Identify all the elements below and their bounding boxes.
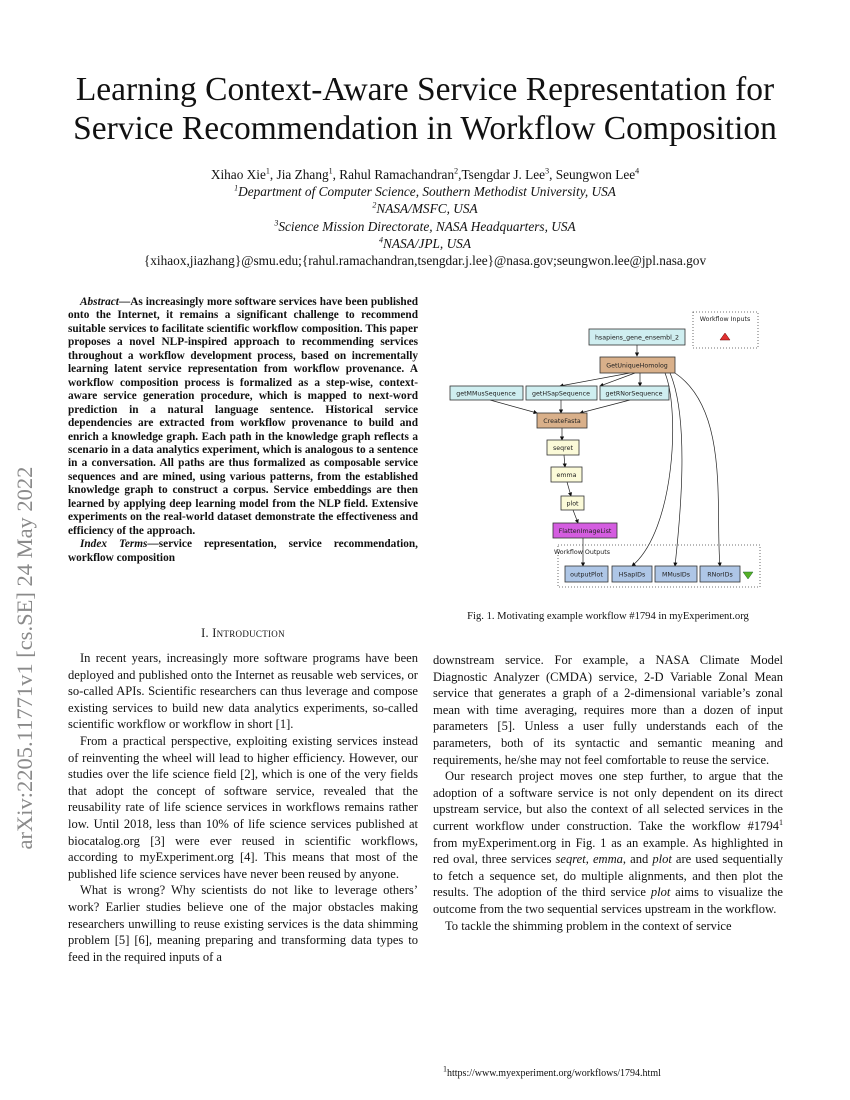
output-triangle-icon: [743, 572, 753, 579]
author: Tsengdar J. Lee: [461, 167, 546, 182]
node-input: hsapiens_gene_ensembl_2: [594, 334, 680, 342]
service-name: seqret: [555, 852, 586, 867]
footnote-mark: 1: [443, 1064, 447, 1074]
abstract-body: —As increasingly more software services have been published onto the Internet, it remains a significant challenge to recommend suitable services to facilitate scientific workflow composition. This paper proposes a novel NLP-inspired approach to recommending services throughout a workflow development process, based on incrementally learning latent service representation from workflow provenance. A workflow composition process is formalized as a step-wise, context-aware service generation procedure, which is mapped to next-word prediction in a natural language sentence. Historical service dependencies are extracted from workflow provenance to build and enrich a knowledge graph. Each path in the knowledge graph reflects a scenario in a data analytics experiment, which is analogous to a sentence in a conversation. All paths are thus formalized as composable service sequences and are mined, using various patterns, from the established knowledge graph to construct a corpus. Service embeddings are then learned by applying deep learning model from the NLP field. Extensive experiments on the real-world dataset demonstrate the effectiveness and efficiency of the approach.: [68, 296, 418, 537]
paper-title: [0, 70, 850, 148]
index-terms: [68, 538, 418, 565]
service-name: plot: [652, 852, 672, 867]
aff-mark: 3: [545, 166, 550, 176]
output-rnor-ids: RNorIDs: [707, 571, 733, 579]
author-block: [0, 166, 850, 269]
node-seqret: seqret: [553, 445, 573, 452]
aff-mark: 3: [274, 218, 279, 228]
paragraph: In recent years, increasingly more software programs have been deployed and published onto the Internet as reusable web services, or so-called APIs. Scientific researchers can thus leverage and compose existing services to build new data analytics experiments, so-called scientific workflow or workflow in short [1].: [68, 651, 418, 732]
node-get-rnor-sequence: getRNorSequence: [605, 390, 663, 398]
text: from myExperiment.org in Fig. 1 as an example. As highlighted in red oval, three services: [433, 835, 783, 867]
aff-text: Department of Computer Science, Southern Methodist University, USA: [238, 184, 616, 200]
index-terms-body: —service representation, service recommendation, workflow composition: [68, 538, 418, 564]
paragraph: To tackle the shimming problem in the context of service: [445, 918, 732, 933]
node-get-unique-homolog: GetUniqueHomolog: [606, 362, 668, 370]
author: Xihao Xie: [210, 167, 266, 182]
aff-mark: 1: [234, 183, 239, 193]
figure-caption: Fig. 1. Motivating example workflow #1794 in myExperiment.org: [467, 611, 749, 622]
paragraph: downstream service. For example, a NASA Climate Model Diagnostic Analyzer (CMDA) service, 2-D Variable Zonal Mean service that generates a graph of a 2-dimensional variable’s zonal mean with time averaging, requires more than a dozen of input parameters [5]. Unless a user fully understands each of the parameters, both of its syntactic and semantic meaning and requirements, he/she may not feel comfortable to reuse the service.: [433, 653, 783, 767]
aff-mark: 2: [372, 200, 377, 210]
input-triangle-icon: [720, 333, 730, 340]
node-create-fasta: CreateFasta: [543, 418, 581, 425]
footnote: [443, 1064, 661, 1079]
footnote-mark: 1: [779, 817, 783, 827]
paragraph: What is wrong? Why scientists do not like to leverage others’ work? Earlier studies believe one of the major obstacles making researchers unwilling to reuse existing services is the data shimming problem [5] [6], meaning preparing and transforming data types to feed in the required inputs of a: [68, 883, 418, 964]
author: Seungwon Lee: [555, 167, 636, 182]
author: Jia Zhang: [276, 167, 329, 182]
node-plot: plot: [566, 500, 579, 508]
paragraph: From a practical perspective, exploiting existing services instead of reinventing the wheel will lead to higher efficiency. However, our studies over the life science field [2], which is one of the very fields that adopt the concept of software service, revealed that the reusability rate of life science services in workflows remains rather low. Until 2018, less than 10% of life science services published at biocatalog.org [3] were ever reused in scientific workflows, according to myExperiment.org [4]. This means that most of the published life science services have never been reused by anyone.: [68, 733, 418, 881]
service-name: plot: [650, 885, 671, 900]
workflow-figure: [440, 300, 770, 600]
title-line: Learning Context-Aware Service Representation for: [75, 71, 775, 108]
arxiv-stamp: arXiv:2205.11771v1 [cs.SE] 24 May 2022: [12, 466, 37, 850]
node-get-mmus-sequence: getMMusSequence: [456, 390, 516, 398]
abstract-text: [68, 296, 418, 538]
author-names: Xihao Xie$^1$, Jia Zhang$^1$, Rahul Ramachandran$^2$,Tsengdar J. Lee$^3$, Seungwon Lee$^4$: [210, 166, 640, 182]
aff-mark: 4: [635, 166, 640, 176]
index-terms-label: Index Terms: [80, 538, 148, 551]
inputs-label: Workflow Inputs: [699, 316, 751, 323]
text: Our research project moves one step further, to argue that the adoption of a software service is not only dependent on its direct upstream service, but also the context of all selected services in the current workflow under construction. Take the workflow #1794: [433, 769, 783, 833]
node-emma: emma: [556, 472, 577, 479]
text: , and: [622, 852, 653, 867]
aff-text: NASA/MSFC, USA: [376, 201, 478, 217]
abstract-label: Abstract: [80, 296, 119, 308]
service-name: emma: [592, 852, 623, 867]
aff-mark: 4: [379, 235, 384, 245]
node-flatten-image-list: FlattenImageList: [558, 528, 612, 535]
aff-mark: 1: [328, 166, 333, 176]
workflow-inputs-group: [693, 312, 758, 348]
output-plot: outputPlot: [570, 571, 603, 579]
aff-text: Science Mission Directorate, NASA Headquarters, USA: [278, 218, 576, 234]
paragraph: [433, 768, 783, 917]
footnote-url[interactable]: https://www.myexperiment.org/workflows/1794.html: [447, 1068, 661, 1079]
abstract: [68, 296, 418, 565]
affiliation: [0, 200, 850, 217]
section-heading: I. Introduction: [201, 626, 285, 640]
output-mmus-ids: MMusIDs: [661, 571, 691, 579]
outputs-label: Workflow Outputs: [553, 549, 611, 556]
aff-text: NASA/JPL, USA: [383, 235, 471, 251]
affiliation: [0, 235, 850, 252]
output-hsap-ids: HSapIDs: [618, 571, 646, 579]
text: are used sequentially to fetch a sequence set, do multiple alignments, and then plot the results. The adoption of the third service: [433, 852, 784, 900]
aff-mark: 1: [265, 166, 270, 176]
right-column-body: [433, 652, 783, 934]
affiliation: [0, 218, 850, 235]
affiliation: [0, 183, 850, 200]
text: ,: [585, 852, 593, 867]
emails: {xihaox,jiazhang}@smu.edu;{rahul.ramachandran,tsengdar.j.lee}@nasa.gov;seungwon.lee@jpl.nasa.gov: [143, 253, 707, 269]
aff-mark: 2: [454, 166, 459, 176]
node-get-hsap-sequence: getHSapSequence: [532, 390, 590, 398]
title-line: Service Recommendation in Workflow Composition: [73, 110, 777, 147]
text: aims to visualize the outcome from the two sequential services upstream in the workflow.: [433, 885, 783, 916]
left-column-body: [68, 650, 418, 965]
author: Rahul Ramachandran: [339, 167, 455, 182]
